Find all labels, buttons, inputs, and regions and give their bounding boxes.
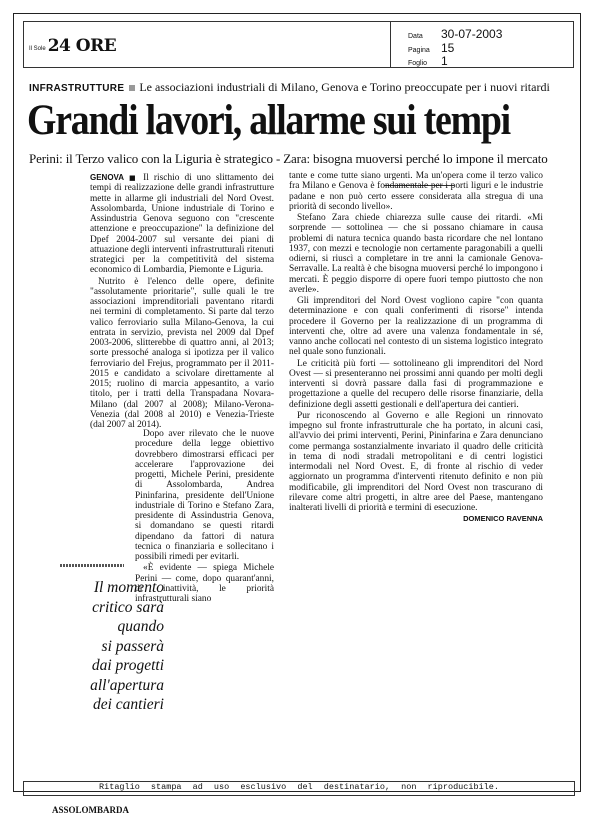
paragraph: «È evidente — spiega Michele Perini — come, dopo quarant'anni, di inattività, le priorità infrastrutturali siano [135,563,274,604]
dateline: GENOVA [90,173,125,182]
pullquote-line: Il momento [93,579,164,596]
byline: DOMENICO RAVENNA [463,514,543,524]
subhead: Perini: il Terzo valico con la Liguria è strategico - Zara: bisogna muoversi perché lo impone il mercato [29,151,548,166]
paragraph [90,173,274,276]
reproduction-notice: Ritaglio stampa ad uso esclusivo del destinatario, non riproducibile. [99,782,499,792]
paragraph: Pur riconoscendo al Governo e alle Regioni un rinnovato impegno sul fronte infrastrutturale che ha portato, in alcuni casi, all'avvio dei primi interventi, Perini, Pininfarina e Zara denunciano come permanga sostanzialmente invariato il quadro delle criticità in tema di nodi stradali metropolitani e di centri logistici intermodali nel Nord Ovest. E, di fronte al rischio di veder aggiornato un programma d'interventi ritenuto definito e non più modificabile, gli imprenditori del Nord Ovest non trascurano di rilevare come altri progetti, in altre aree del Paese, mantengano inalterati livelli di priorità e termini di esecuzione. [289,410,543,513]
dateline-bullet-icon: ■ [124,174,144,182]
kicker-text: Le associazioni industriali di Milano, Genova e Torino preoccupate per i nuovi ritardi [139,80,550,94]
paragraph: Le criticità più forti — sottolineano gli imprenditori del Nord Ovest — si presenteranno nei prossimi anni quando per molti degli interventi si dovrà passare dalla fasi di programmazione e progettazione a quelle del recupero delle risorse finanziarie, della definizione degli assetti gestionali e dell'apertura dei cantieri. [289,358,543,410]
meta-page-value: 15 [441,41,455,55]
meta-sheet-label: Foglio [408,60,428,67]
pullquote-line: si passerà [101,637,164,655]
source-label: ASSOLOMBARDA [52,805,130,815]
pullquote-line: critico sarà [92,598,164,616]
meta-page [408,41,454,55]
paragraph: Gli imprenditori del Nord Ovest vogliono capire "con quanta determinazione e con quali conferimenti di risorse" intenda procedere il Governo per la realizzazione di un programma di interventi che, oltre ad avere una valenza fondamentale in sé, vanno anche collocati nel contesto di un sistema logistico integrato nel quale sono funzionali. [289,296,543,358]
rubric: INFRASTRUTTURE [29,83,125,94]
pullquote-line: dei cantieri [92,696,164,713]
pullquote-line: quando [117,618,164,635]
paragraph: tante e come tutte siano urgenti. Ma un'opera come il terzo valico fra Milano e Genova è fondamentale per i porti liguri e le industrie padane e non può certo essere considerata alla stregua di una priorità di secondo livello». [289,171,543,212]
meta-page-label: Pagina [408,47,430,54]
meta-date [408,27,502,41]
meta-date-value: 30-07-2003 [441,27,503,41]
logo-small: Il Sole [29,46,46,52]
newspaper-logo [29,36,116,56]
meta-box [390,21,574,68]
square-bullet-icon [129,85,135,91]
pullquote [60,578,164,715]
paragraph: Nutrito è l'elenco delle opere, definite "assolutamente prioritarie", sulle quali le tre associazioni imprenditoriali paventano ritardi nei termini di completamento. Si parte dal terzo valico ferroviario sulla Milano-Genova, la cui entrata in servizio, prevista nel 2009 dal Dpef 2003-2006, slitterebbe di quattro anni, al 2013; sorte pressoché analoga si ipotizza per il valico ferroviario del Frejus, programmato per il 2011-2015 e candidato a scivolare direttamente al 2015; ruolino di marcia appesantito, a vario titolo, per i tratti della Transpadana Novara-Milano (dal 2007 al 2008); Milano-Verona-Venezia (dal 2008 al 2010) e Venezia-Trieste (dal 2007 al 2014). [90,276,274,430]
logo-big: 24 ORE [47,36,117,56]
kicker [29,80,549,95]
pullquote-rule [60,564,124,567]
paragraph: Stefano Zara chiede chiarezza sulle cause dei ritardi. «Mi sorprende — sottolinea — che si possano chiamare in causa problemi di natura tecnica quando basta ricordare che nel lontano 1937, con mezzi e tecnologie non certamente paragonabili a quelli odierni, si riuscì a completare in tre anni la camionale Genova-Serravalle. La realtà è che bisogna muoversi perché lo impongono i mercati. È peggio disporre di opere fuori tempo piuttosto che non averle». [289,213,543,295]
paragraph-text: Il rischio di uno slittamento dei tempi di realizzazione delle grandi infrastrutture mette in allarme gli industriali del Nord Ovest. Assolombarda, Unione industriale di Torino e Assindustria Genova seguono con "crescente attenzione e preoccupazione" la definizione del Dpef 2004-2007 sul versante dei piani di attuazione degli interventi infrastrutturali ritenuti strategici per la competitività del sistema economico di Lombardia, Piemonte e Liguria. [90,173,274,276]
meta-sheet-value: 1 [441,54,448,68]
meta-date-label: Data [408,33,423,40]
pullquote-line: dai progetti [91,657,164,674]
column-right [289,171,543,525]
meta-sheet [408,54,448,68]
pullquote-line: all'apertura [90,676,164,694]
headline: Grandi lavori, allarme sui tempi [27,97,510,144]
column-left [90,173,274,431]
paragraph: Dopo aver rilevato che le nuove procedure della legge obiettivo dovrebbero dimostrarsi efficaci per accelerare l'approvazione dei progetti, Michele Perini, presidente di Assolombarda, Andrea Pininfarina, presidente dell'Unione industriale di Torino e Stefano Zara, presidente di Assindustria Genova, si domandano se questi ritardi dipendano da fattori di natura tecnica o finanziaria e sollecitano i possibili rimedi per evitarli. [135,429,274,562]
